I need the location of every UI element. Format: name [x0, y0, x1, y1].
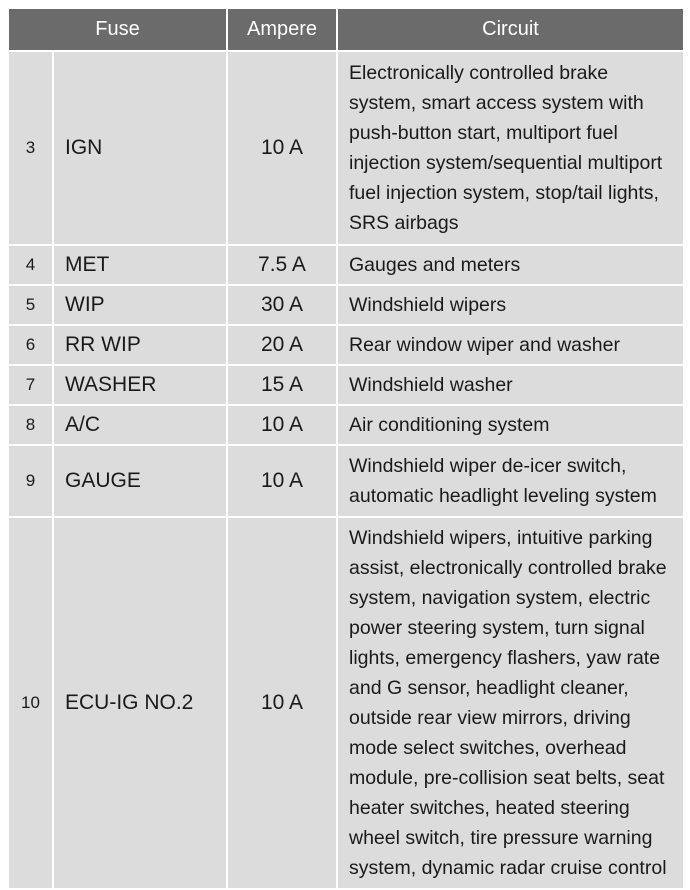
fuse-ampere: 15 A [227, 365, 337, 405]
table-row [9, 517, 683, 888]
fuse-circuit: Windshield washer [337, 365, 683, 405]
header-row [9, 9, 683, 51]
table-row [9, 51, 683, 245]
fuse-circuit: Windshield wipers, intuitive parking assist, electronically controlled brake system, navigation system, electric power steering system, turn signal lights, emergency flashers, yaw rate and G sensor, headlight cleaner, outside rear view mirrors, driving mode select switches, overhead module, pre-collision seat belts, seat heater switches, heated steering wheel switch, tire pressure warning system, dynamic radar cruise control [337, 517, 683, 888]
fuse-number: 4 [9, 245, 53, 285]
header-ampere: Ampere [227, 9, 337, 51]
fuse-number: 5 [9, 285, 53, 325]
fuse-name: IGN [53, 51, 227, 245]
fuse-number: 10 [9, 517, 53, 888]
fuse-number: 6 [9, 325, 53, 365]
table-row [9, 285, 683, 325]
fuse-ampere: 10 A [227, 405, 337, 445]
fuse-name: WASHER [53, 365, 227, 405]
fuse-ampere: 30 A [227, 285, 337, 325]
table-row [9, 445, 683, 517]
fuse-ampere: 7.5 A [227, 245, 337, 285]
fuse-name: GAUGE [53, 445, 227, 517]
fuse-name: A/C [53, 405, 227, 445]
fuse-number: 3 [9, 51, 53, 245]
header-fuse: Fuse [9, 9, 227, 51]
fuse-circuit: Rear window wiper and washer [337, 325, 683, 365]
fuse-circuit: Windshield wiper de-icer switch, automatic headlight leveling system [337, 445, 683, 517]
fuse-table [9, 9, 683, 888]
fuse-number: 9 [9, 445, 53, 517]
fuse-ampere: 20 A [227, 325, 337, 365]
fuse-name: RR WIP [53, 325, 227, 365]
table-row [9, 405, 683, 445]
fuse-circuit: Gauges and meters [337, 245, 683, 285]
fuse-ampere: 10 A [227, 51, 337, 245]
fuse-circuit: Air conditioning system [337, 405, 683, 445]
fuse-name: WIP [53, 285, 227, 325]
fuse-number: 8 [9, 405, 53, 445]
fuse-name: MET [53, 245, 227, 285]
fuse-number: 7 [9, 365, 53, 405]
fuse-ampere: 10 A [227, 517, 337, 888]
fuse-circuit: Windshield wipers [337, 285, 683, 325]
fuse-ampere: 10 A [227, 445, 337, 517]
header-circuit: Circuit [337, 9, 683, 51]
table-row [9, 365, 683, 405]
table-row [9, 245, 683, 285]
table-row [9, 325, 683, 365]
fuse-name: ECU-IG NO.2 [53, 517, 227, 888]
fuse-circuit: Electronically controlled brake system, smart access system with push-button start, multiport fuel injection system/sequential multiport fuel injection system, stop/tail lights, SRS airbags [337, 51, 683, 245]
